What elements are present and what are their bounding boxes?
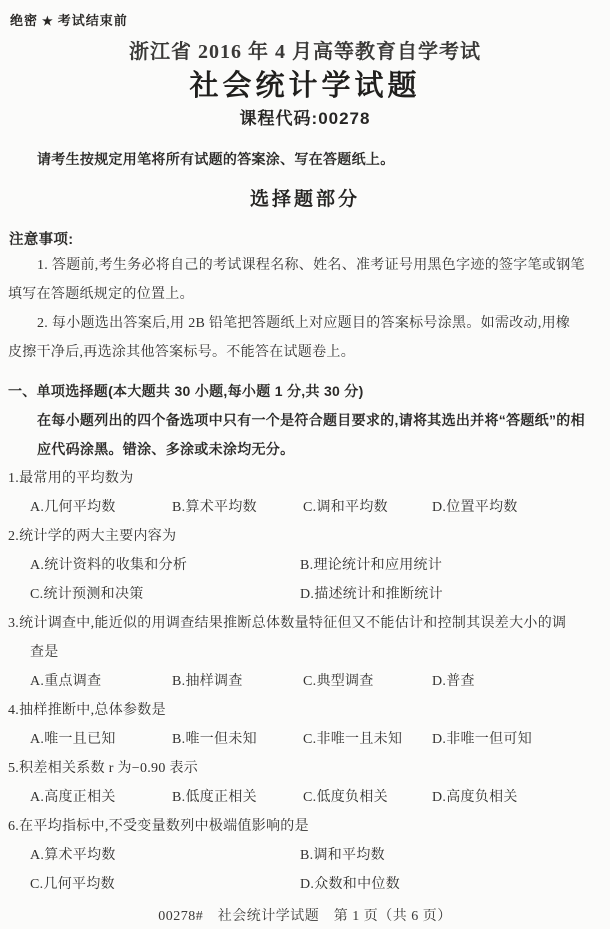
- exam-session-title: 浙江省 2016 年 4 月高等教育自学考试: [129, 41, 481, 63]
- part1-intro-line2: 应代码涂黑。错涂、多涂或未涂均无分。: [37, 441, 295, 457]
- question-1: [0, 464, 610, 522]
- option-item: B.理论统计和应用统计: [300, 558, 443, 573]
- option-item: B.抽样调查: [172, 674, 243, 689]
- option-item: A.重点调查: [30, 674, 102, 689]
- option-item: A.高度正相关: [30, 790, 116, 805]
- question-3: [0, 609, 610, 696]
- option-item: C.非唯一且未知: [303, 732, 403, 747]
- pen-instruction: 请考生按规定用笔将所有试题的答案涂、写在答题纸上。: [37, 151, 395, 167]
- notice-item2-line2: 皮擦干净后,再选涂其他答案标号。不能答在试题卷上。: [8, 345, 355, 360]
- question-text-continued: 查是: [30, 645, 59, 660]
- option-item: B.调和平均数: [300, 848, 385, 863]
- classification-header: [0, 0, 610, 30]
- options-row: [0, 551, 610, 580]
- options-row: [0, 841, 610, 870]
- question-text: 5.积差相关系数 r 为−0.90 表示: [8, 761, 199, 776]
- question-text: 4.抽样推断中,总体参数是: [8, 703, 166, 718]
- option-item: D.非唯一但可知: [432, 732, 533, 747]
- notice-item2-line1: 2. 每小题选出答案后,用 2B 铅笔把答题纸上对应题目的答案标号涂黑。如需改动,用橡: [37, 316, 571, 331]
- notice-heading: 注意事项:: [9, 232, 74, 248]
- options-row: [0, 870, 610, 899]
- option-item: B.唯一但未知: [172, 732, 257, 747]
- question-text: 1.最常用的平均数为: [8, 471, 134, 486]
- option-item: C.几何平均数: [30, 877, 115, 892]
- notice-item1-line1: 1. 答题前,考生务必将自己的考试课程名称、姓名、准考证号用黑色字迹的签字笔或钢笔: [37, 258, 585, 273]
- options-row: [0, 725, 610, 754]
- classification-label: 绝密: [10, 13, 39, 28]
- option-item: A.几何平均数: [30, 500, 116, 515]
- options-row: [0, 493, 610, 522]
- part1-heading: 一、单项选择题(本大题共 30 小题,每小题 1 分,共 30 分): [8, 383, 364, 399]
- option-item: D.描述统计和推断统计: [300, 587, 443, 602]
- option-item: C.调和平均数: [303, 500, 388, 515]
- question-5: [0, 754, 610, 812]
- paper-title: 社会统计学试题: [189, 70, 421, 102]
- question-text: 2.统计学的两大主要内容为: [8, 529, 177, 544]
- part1-intro-line1: 在每小题列出的四个备选项中只有一个是符合题目要求的,请将其选出并将“答题纸”的相: [37, 412, 585, 428]
- timing-note: 考试结束前: [57, 13, 128, 28]
- option-item: B.算术平均数: [172, 500, 257, 515]
- question-2: [0, 522, 610, 609]
- options-row: [0, 580, 610, 609]
- notice-item1-line2: 填写在答题纸规定的位置上。: [8, 287, 194, 302]
- question-text: 3.统计调查中,能近似的用调查结果推断总体数量特征但又不能估计和控制其误差大小的调: [8, 616, 567, 631]
- option-item: D.高度负相关: [432, 790, 518, 805]
- option-item: D.位置平均数: [432, 500, 518, 515]
- option-item: D.众数和中位数: [300, 877, 401, 892]
- page-footer: 00278# 社会统计学试题 第 1 页（共 6 页）: [158, 909, 452, 924]
- star-icon: ★: [42, 14, 54, 28]
- options-row: [0, 783, 610, 812]
- question-text: 6.在平均指标中,不受变量数列中极端值影响的是: [8, 819, 309, 834]
- option-item: C.统计预测和决策: [30, 587, 144, 602]
- section-heading: 选择题部分: [249, 189, 360, 210]
- question-4: [0, 696, 610, 754]
- question-6: [0, 812, 610, 899]
- option-item: D.普查: [432, 674, 475, 689]
- options-row: [0, 667, 610, 696]
- option-item: C.低度负相关: [303, 790, 388, 805]
- course-code: 课程代码:00278: [239, 109, 371, 128]
- option-item: A.统计资料的收集和分析: [30, 558, 188, 573]
- option-item: C.典型调查: [303, 674, 374, 689]
- option-item: A.算术平均数: [30, 848, 116, 863]
- option-item: B.低度正相关: [172, 790, 257, 805]
- option-item: A.唯一且已知: [30, 732, 116, 747]
